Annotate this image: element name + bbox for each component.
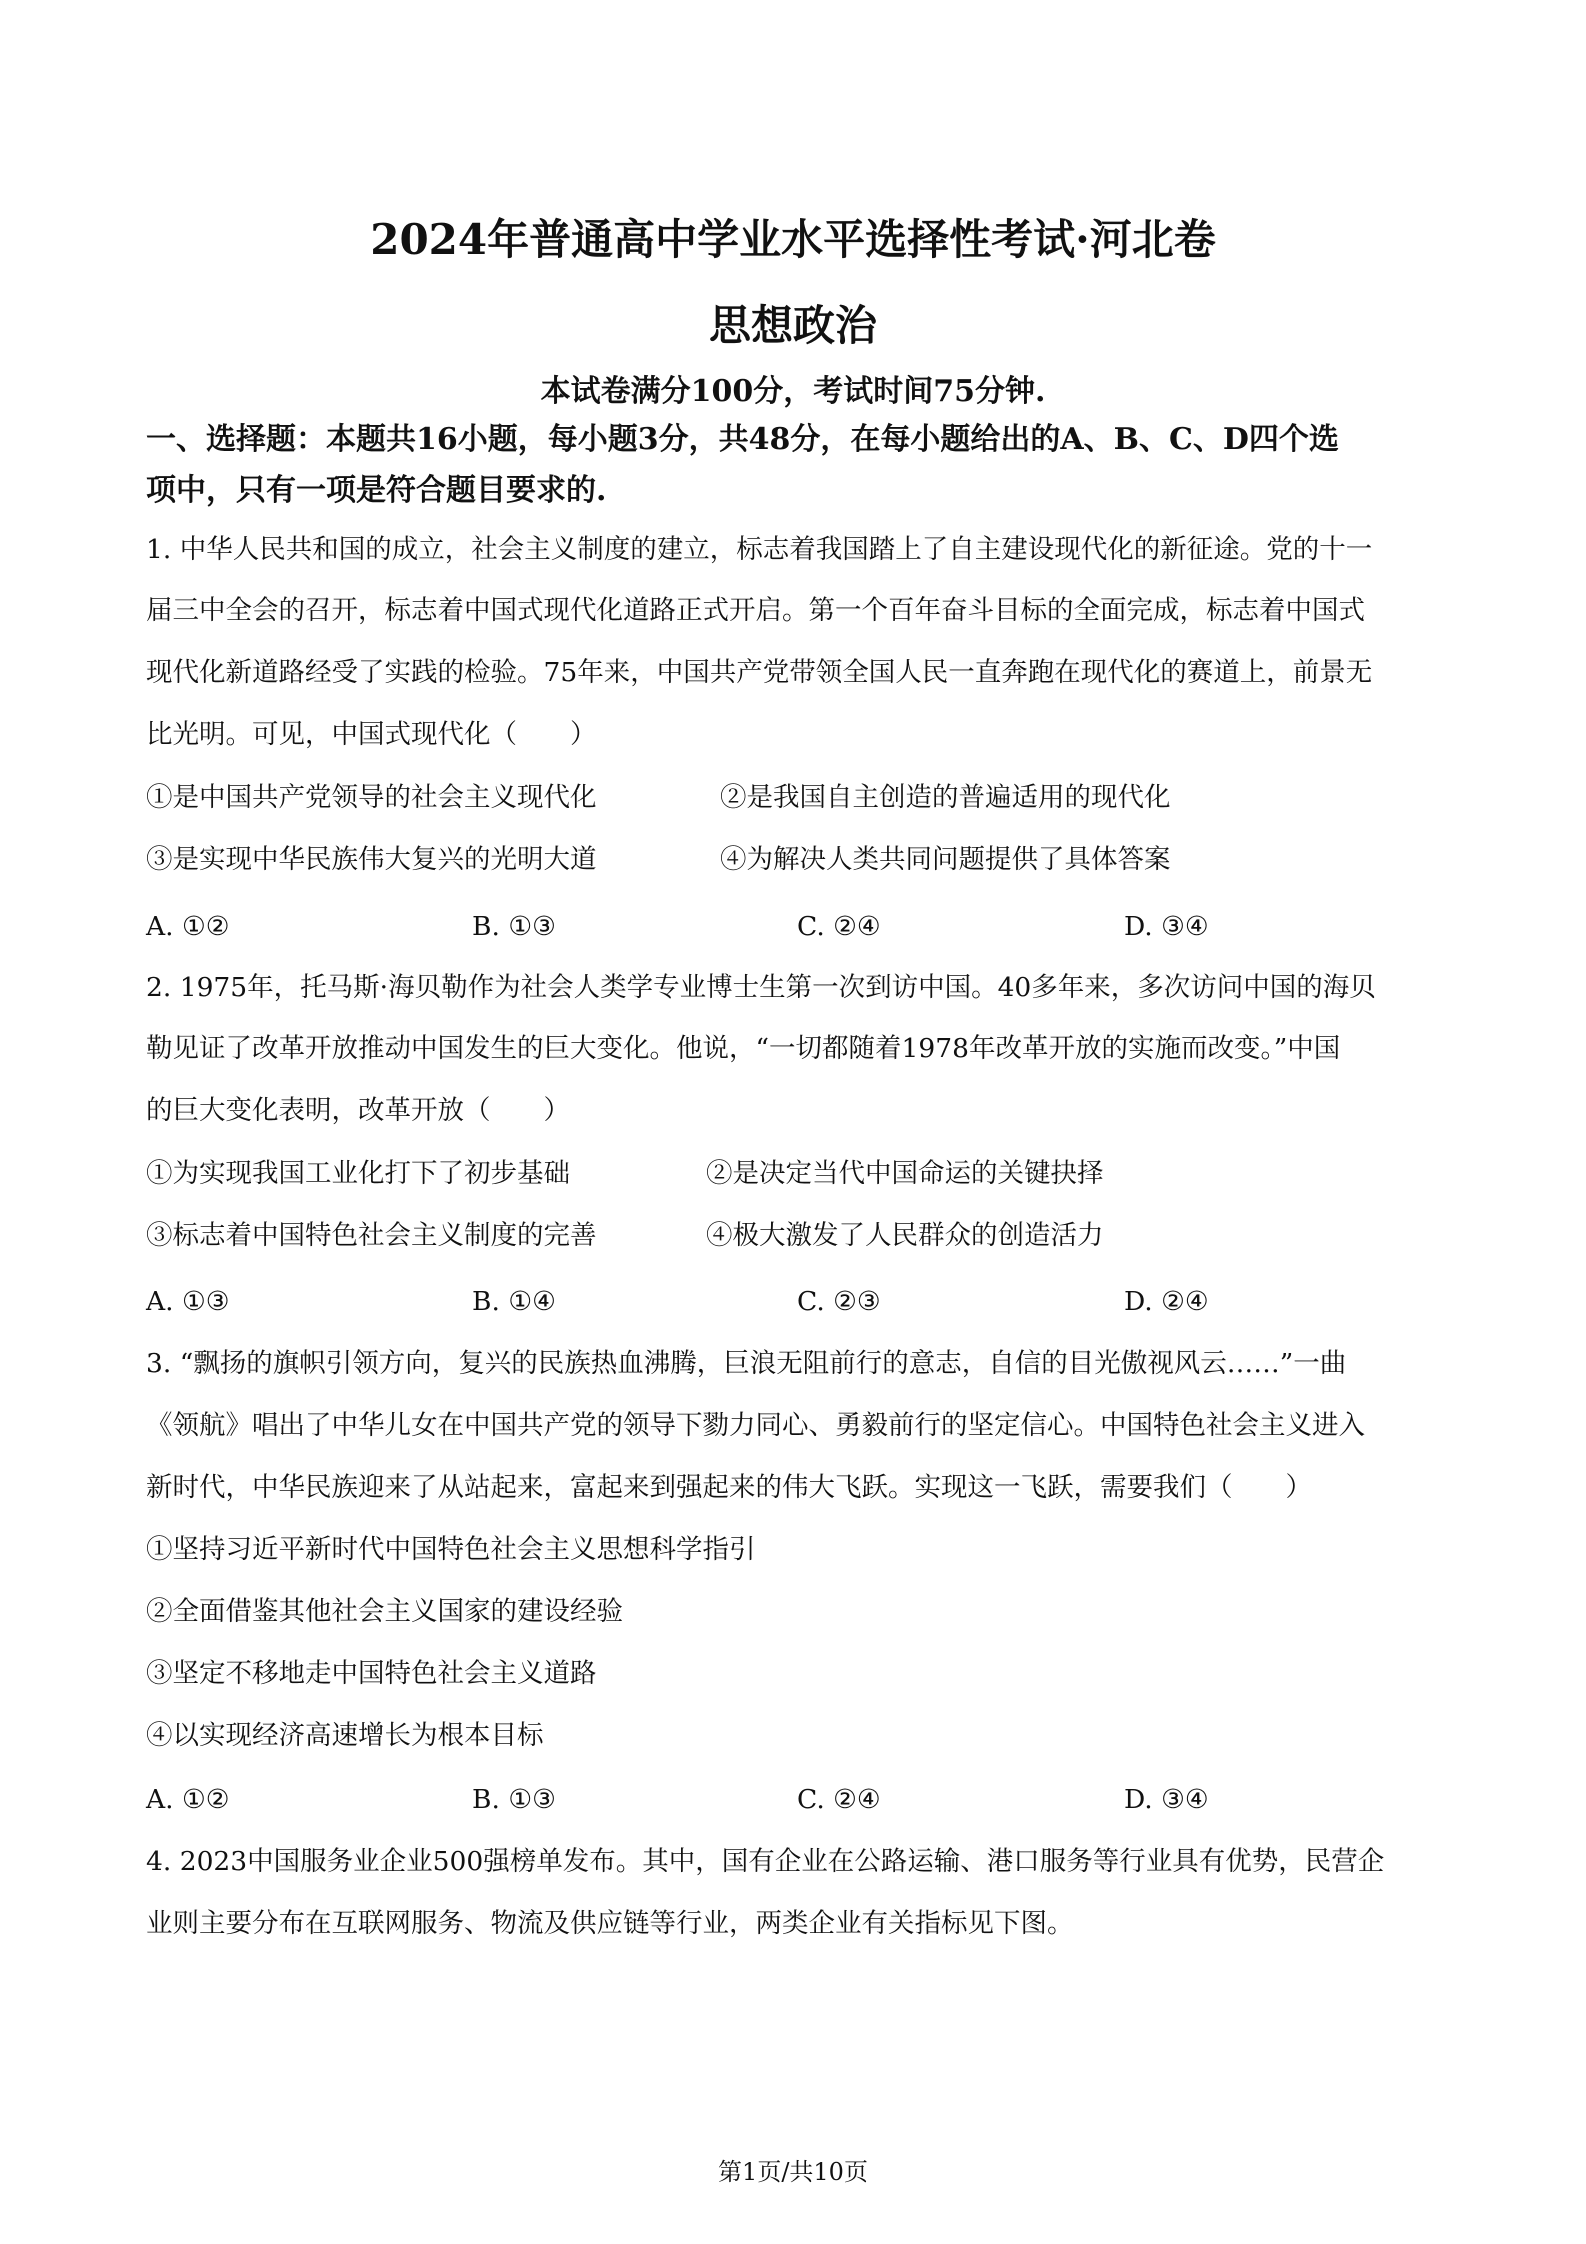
q4-stem-line: 业则主要分布在互联网服务、物流及供应链等行业，两类企业有关指标见下图。 <box>146 1908 1074 1939</box>
q2-item: ①为实现我国工业化打下了初步基础 <box>146 1158 570 1189</box>
q3-item: ①坚持习近平新时代中国特色社会主义思想科学指引 <box>146 1534 756 1565</box>
q1-item: ①是中国共产党领导的社会主义现代化 <box>146 782 597 813</box>
q1-stem-line: 现代化新道路经受了实践的检验。75年来，中国共产党带领全国人民一直奔跑在现代化的赛道上，前景无 <box>146 657 1373 688</box>
exam-info: 本试卷满分100分，考试时间75分钟. <box>540 374 1046 409</box>
q3-stem-line: 3. “飘扬的旗帜引领方向，复兴的民族热血沸腾，巨浪无阻前行的意志，自信的目光傲视风云……”一曲 <box>146 1348 1347 1379</box>
q1-option-a: A. ①② <box>146 911 230 942</box>
q1-option-c: C. ②④ <box>797 911 881 942</box>
q3-stem-line: 新时代，中华民族迎来了从站起来，富起来到强起来的伟大飞跃。实现这一飞跃，需要我们（ ） <box>146 1472 1312 1503</box>
q2-option-c: C. ②③ <box>797 1286 881 1317</box>
q1-item: ④为解决人类共同问题提供了具体答案 <box>720 844 1171 875</box>
q1-option-b: B. ①③ <box>472 911 556 942</box>
q2-item: ③标志着中国特色社会主义制度的完善 <box>146 1220 597 1251</box>
q2-option-b: B. ①④ <box>472 1286 556 1317</box>
q2-item: ④极大激发了人民群众的创造活力 <box>706 1220 1104 1251</box>
q3-item: ③坚定不移地走中国特色社会主义道路 <box>146 1658 597 1689</box>
q3-option-c: C. ②④ <box>797 1784 881 1815</box>
q2-stem-line: 勒见证了改革开放推动中国发生的巨大变化。他说，“一切都随着1978年改革开放的实施而改变。”中国 <box>146 1033 1341 1064</box>
q1-item: ②是我国自主创造的普遍适用的现代化 <box>720 782 1171 813</box>
exam-title: 2024年普通高中学业水平选择性考试·河北卷 <box>370 215 1216 264</box>
q1-stem-line: 1. 中华人民共和国的成立，社会主义制度的建立，标志着我国踏上了自主建设现代化的新征途。党的十一 <box>146 534 1373 565</box>
q3-item: ②全面借鉴其他社会主义国家的建设经验 <box>146 1596 623 1627</box>
subject-title: 思想政治 <box>708 301 877 350</box>
q1-stem-line: 届三中全会的召开，标志着中国式现代化道路正式开启。第一个百年奋斗目标的全面完成，标志着中国式 <box>146 595 1365 626</box>
q2-stem-line: 的巨大变化表明，改革开放（ ） <box>146 1095 570 1126</box>
q3-item: ④以实现经济高速增长为根本目标 <box>146 1720 544 1751</box>
q2-stem-line: 2. 1975年，托马斯·海贝勒作为社会人类学专业博士生第一次到访中国。40多年来，多次访问中国的海贝 <box>146 972 1376 1003</box>
q1-item: ③是实现中华民族伟大复兴的光明大道 <box>146 844 597 875</box>
q3-option-d: D. ③④ <box>1124 1784 1209 1815</box>
q4-stem-line: 4. 2023中国服务业企业500强榜单发布。其中，国有企业在公路运输、港口服务等行业具有优势，民营企 <box>146 1846 1385 1877</box>
q2-item: ②是决定当代中国命运的关键抉择 <box>706 1158 1104 1189</box>
q2-option-d: D. ②④ <box>1124 1286 1209 1317</box>
q1-option-d: D. ③④ <box>1124 911 1209 942</box>
q3-option-a: A. ①② <box>146 1784 230 1815</box>
q2-option-a: A. ①③ <box>146 1286 230 1317</box>
q3-stem-line: 《领航》唱出了中华儿女在中国共产党的领导下勠力同心、勇毅前行的坚定信心。中国特色社会主义进入 <box>146 1410 1365 1441</box>
q3-option-b: B. ①③ <box>472 1784 556 1815</box>
section-heading-line-1: 一、选择题：本题共16小题，每小题3分，共48分，在每小题给出的A、B、C、D四个选 <box>146 422 1339 457</box>
page-number: 第1页/共10页 <box>718 2158 868 2186</box>
q1-stem-line: 比光明。可见，中国式现代化（ ） <box>146 719 597 750</box>
section-heading-line-2: 项中，只有一项是符合题目要求的. <box>146 473 607 508</box>
